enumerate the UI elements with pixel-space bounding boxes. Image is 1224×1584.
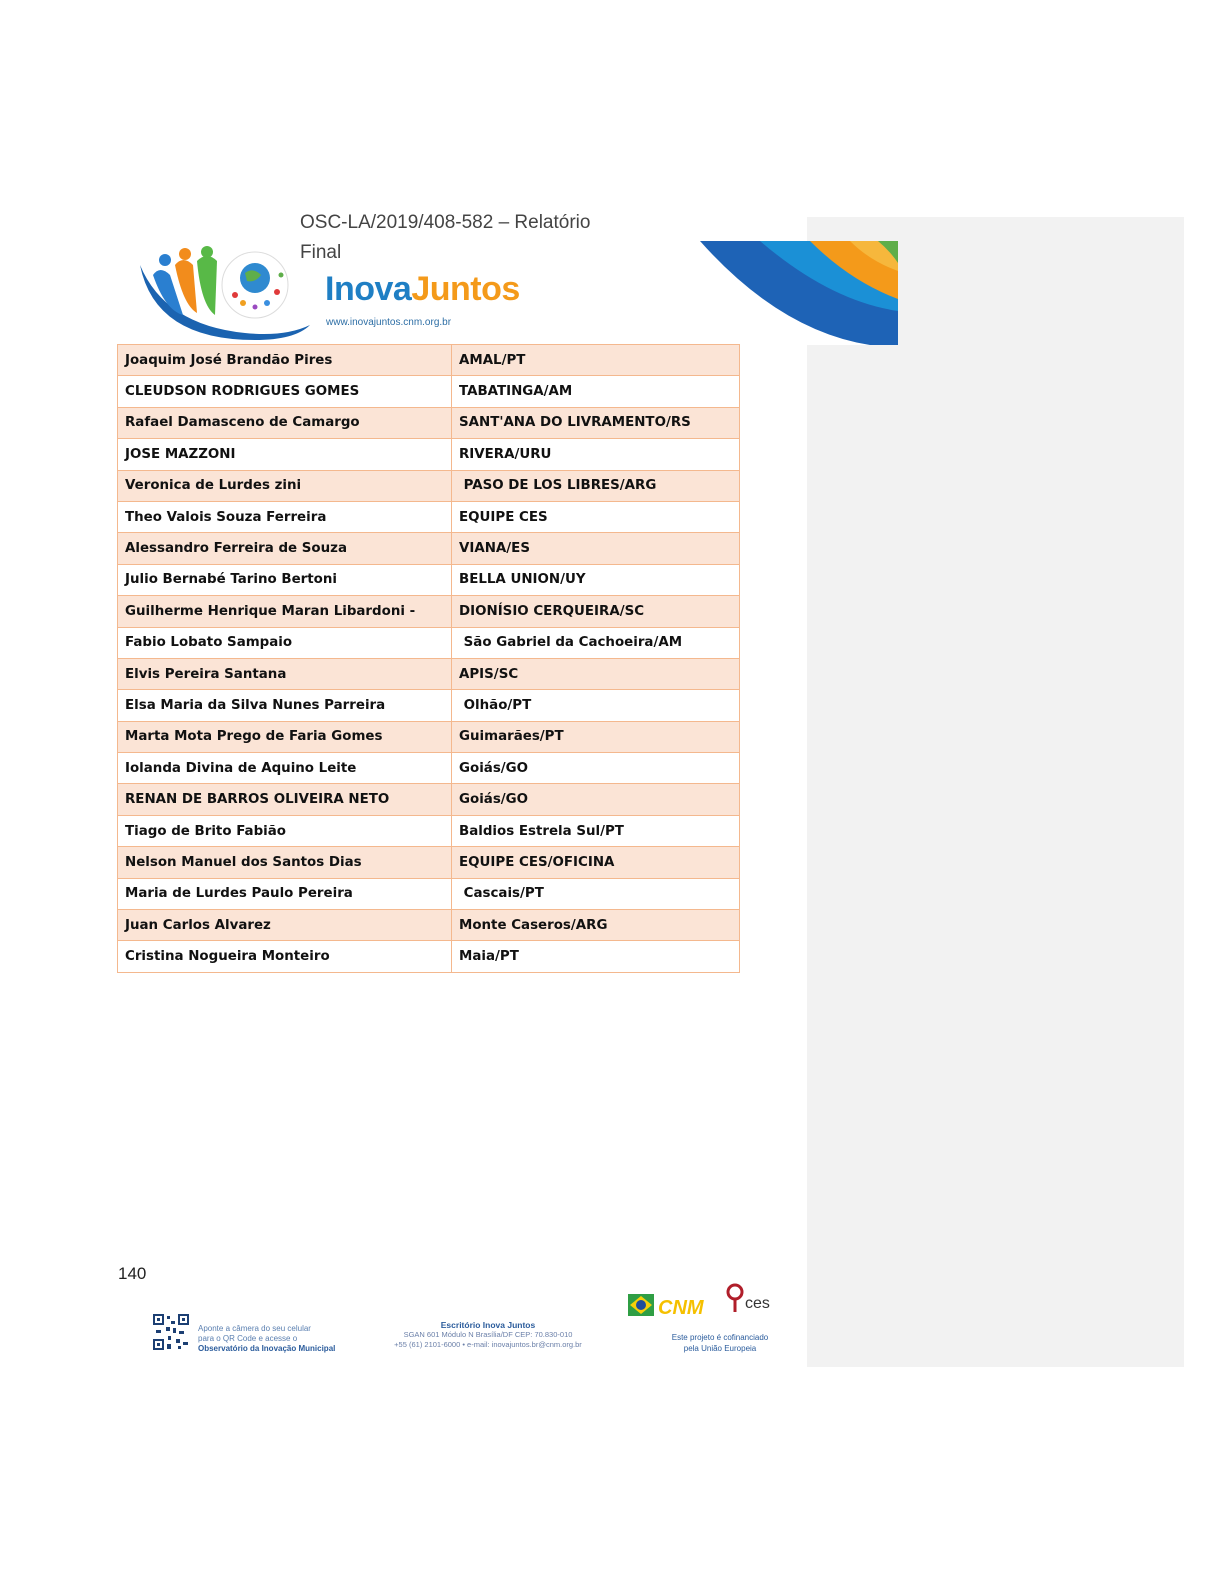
participant-place: VIANA/ES <box>452 533 740 564</box>
participant-place: EQUIPE CES/OFICINA <box>452 847 740 878</box>
table-row <box>118 627 740 658</box>
table-row <box>118 753 740 784</box>
table-row <box>118 784 740 815</box>
table-row <box>118 658 740 689</box>
participant-name: Juan Carlos Alvarez <box>118 910 452 941</box>
participant-place: BELLA UNION/UY <box>452 564 740 595</box>
participant-name: Alessandro Ferreira de Souza <box>118 533 452 564</box>
participant-place: SANT'ANA DO LIVRAMENTO/RS <box>452 407 740 438</box>
table-row <box>118 407 740 438</box>
ces-logo <box>725 1282 805 1326</box>
table-row <box>118 564 740 595</box>
participant-name: Nelson Manuel dos Santos Dias <box>118 847 452 878</box>
participant-place: DIONÍSIO CERQUEIRA/SC <box>452 596 740 627</box>
participants-table <box>117 344 740 973</box>
participant-place: Goiás/GO <box>452 784 740 815</box>
participant-place: AMAL/PT <box>452 345 740 376</box>
table-row <box>118 533 740 564</box>
qr-code-icon <box>152 1313 190 1351</box>
participant-place: Cascais/PT <box>452 878 740 909</box>
participant-place: EQUIPE CES <box>452 501 740 532</box>
table-row <box>118 470 740 501</box>
side-panel <box>807 217 1184 1367</box>
table-row <box>118 345 740 376</box>
participant-place: TABATINGA/AM <box>452 376 740 407</box>
participant-place: São Gabriel da Cachoeira/AM <box>452 627 740 658</box>
participant-place: Guimarães/PT <box>452 721 740 752</box>
table-row <box>118 376 740 407</box>
report-code-header: OSC-LA/2019/408-582 – Relatório Final <box>300 212 591 263</box>
participant-place: Maia/PT <box>452 941 740 972</box>
office-address: Escritório Inova Juntos SGAN 601 Módulo N Brasília/DF CEP: 70.830-010 +55 (61) 2101-6000 • e-mail: inovajuntos.br@cnm.org.br <box>394 1320 582 1349</box>
participant-name: Tiago de Brito Fabião <box>118 815 452 846</box>
eu-cofinancing-note: Este projeto é cofinanciado pela União Europeia <box>671 1333 769 1353</box>
table-row <box>118 878 740 909</box>
table-row <box>118 596 740 627</box>
header-swoosh-graphic <box>700 241 898 345</box>
table-row <box>118 815 740 846</box>
participant-name: Guilherme Henrique Maran Libardoni - <box>118 596 452 627</box>
participant-place: Monte Caseros/ARG <box>452 910 740 941</box>
participant-name: Theo Valois Souza Ferreira <box>118 501 452 532</box>
table-row <box>118 690 740 721</box>
cnm-logo <box>628 1288 712 1324</box>
participant-name: Rafael Damasceno de Camargo <box>118 407 452 438</box>
qr-instructions: Aponte a câmera do seu celular para o QR Code e acesse o Observatório da Inovação Municipal <box>198 1324 336 1353</box>
table-row <box>118 439 740 470</box>
participant-name: Elsa Maria da Silva Nunes Parreira <box>118 690 452 721</box>
cnm-logo-text: CNM <box>658 1297 704 1319</box>
table-row <box>118 721 740 752</box>
table-row <box>118 910 740 941</box>
participant-place: Baldios Estrela Sul/PT <box>452 815 740 846</box>
table-row <box>118 501 740 532</box>
participant-place: PASO DE LOS LIBRES/ARG <box>452 470 740 501</box>
participant-name: Marta Mota Prego de Faria Gomes <box>118 721 452 752</box>
participant-place: RIVERA/URU <box>452 439 740 470</box>
participant-name: RENAN DE BARROS OLIVEIRA NETO <box>118 784 452 815</box>
participant-name: CLEUDSON RODRIGUES GOMES <box>118 376 452 407</box>
brand-url: www.inovajuntos.cnm.org.br <box>326 317 452 328</box>
participant-name: Maria de Lurdes Paulo Pereira <box>118 878 452 909</box>
footer <box>150 1280 810 1370</box>
participant-name: Julio Bernabé Tarino Bertoni <box>118 564 452 595</box>
participant-name: Elvis Pereira Santana <box>118 658 452 689</box>
brand-wordmark: InovaJuntos <box>325 270 520 308</box>
participant-place: APIS/SC <box>452 658 740 689</box>
table-row <box>118 941 740 972</box>
page-number: 140 <box>118 1264 147 1283</box>
ces-logo-text: ces <box>745 1295 770 1312</box>
participant-name: Veronica de Lurdes zini <box>118 470 452 501</box>
participant-name: Fabio Lobato Sampaio <box>118 627 452 658</box>
participant-name: Iolanda Divina de Aquino Leite <box>118 753 452 784</box>
participant-place: Olhão/PT <box>452 690 740 721</box>
participant-name: Joaquim José Brandão Pires <box>118 345 452 376</box>
participant-name: JOSE MAZZONI <box>118 439 452 470</box>
participant-place: Goiás/GO <box>452 753 740 784</box>
participant-name: Cristina Nogueira Monteiro <box>118 941 452 972</box>
table-row <box>118 847 740 878</box>
